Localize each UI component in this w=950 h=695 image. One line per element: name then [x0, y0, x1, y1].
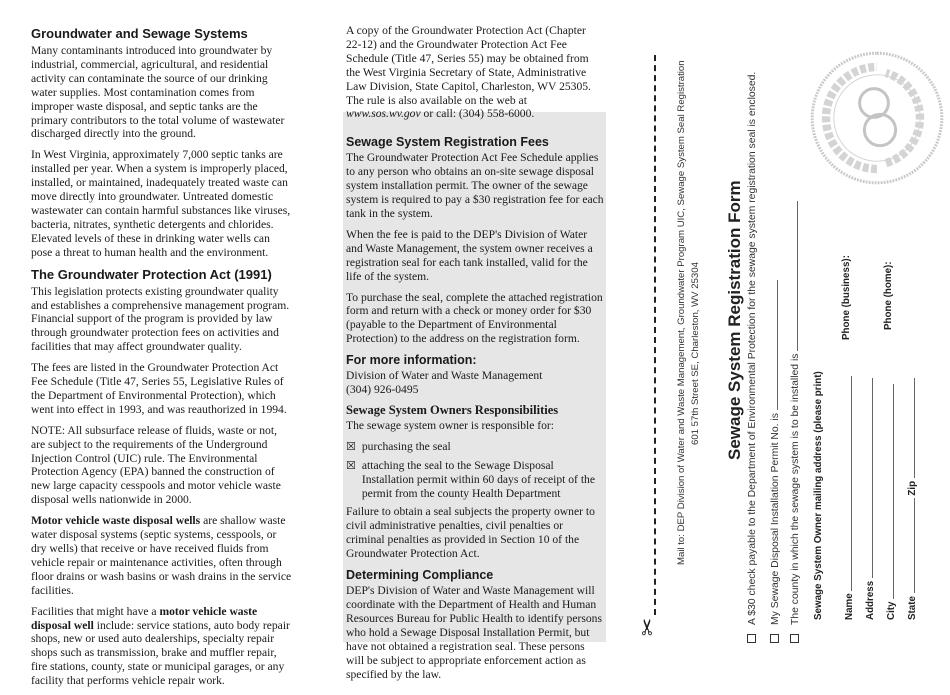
city-label: City [886, 601, 897, 620]
heading-more-info: For more information: [346, 353, 477, 368]
heading-compliance: Determining Compliance [346, 568, 494, 583]
state-field[interactable] [904, 498, 915, 593]
middle-column [346, 24, 604, 688]
county-field[interactable] [787, 201, 798, 351]
registration-form [668, 5, 948, 665]
heading-groundwater-sewage: Groundwater and Sewage Systems [31, 26, 248, 41]
bold-term: Motor vehicle waste disposal wells [31, 514, 201, 528]
address-field[interactable] [862, 378, 873, 578]
heading-protection-act: The Groundwater Protection Act (1991) [31, 266, 272, 282]
paragraph: To purchase the seal, complete the attached registration form and return with a check or money order for $30 (payable to the Department of Environmental Protection) to the address on the registration form. [346, 290, 603, 346]
info-division: Division of Water and Waste Management [346, 369, 543, 383]
name-label: Name [844, 593, 855, 620]
zip-field[interactable] [904, 378, 915, 478]
paragraph: When the fee is paid to the DEP's Division of Water and Waste Management, the system owner receives a registration seal for each tank installed, valid for the life of the system. [346, 227, 593, 283]
heading-responsibilities: Sewage System Owners Responsibilities [346, 402, 559, 417]
text: or call: (304) 558-6000. [420, 107, 535, 121]
text: A $30 check payable to the Department of Environmental Protection for the sewage system registration seal is enclosed. [747, 71, 758, 625]
paragraph: DEP's Division of Water and Waste Management will coordinate with the Department of Health and Human Resources Bureau for Public Health to identify persons who hold a Sewage Disposal Installation Permit, but have not obtained a registration seal. These persons will be subject to appropriate enforcement action as specified by the law. [346, 584, 602, 681]
paragraph: In West Virginia, approximately 7,000 septic tanks are installed per year. When a system is improperly placed, installed, or maintained, inadequately treated waste can move directly into groundwater. Untreated domestic wastewater can contain harmful substances like viruses, bacteria, nitrates, synthetic detergents and chlorides. Elevated levels of these in drinking water wells can pose a threat to human health and the environment. [31, 148, 291, 259]
text: Facilities that might have a [31, 604, 160, 618]
form-title: Sewage System Registration Form [725, 180, 744, 460]
responsibility-item [346, 440, 604, 454]
paragraph: NOTE: All subsurface release of fluids, waste or not, are subject to the requirements of the Underground Injection Control (UIC) rule. The Environmental Protection Agency (EPA) banned the construction of new large capacity cesspools and motor vehicle waste disposal wells nationwide in 2000. [31, 423, 281, 507]
text: are shallow waste water disposal systems (septic systems, cesspools, or dry wells) that receive or have received fluids from vehicle repair or maintenance activities, often through floor drains or wash basins or wash drains in the service facilities. [31, 514, 292, 597]
name-field[interactable] [841, 376, 852, 591]
scissors-icon: ✂ [636, 617, 662, 637]
name-row [841, 376, 855, 620]
text: include: service stations, auto body repair shops, new or used auto dealerships, specialty repair shops such as transmission, brake and muffler repair, fire stations, county, state or municipal garages, or any facility that performs vehicle repair work. [31, 618, 290, 688]
address-row [862, 378, 876, 620]
text: My Sewage Disposal Installation Permit No. is [770, 413, 781, 625]
checkbox[interactable] [790, 634, 799, 643]
check-payment[interactable] [747, 72, 758, 643]
state-row [904, 378, 918, 620]
paragraph: The Groundwater Protection Act Fee Schedule applies to any person who obtains an on-site sewage disposal system installation permit. The owner of the sewage system is required to pay a $30 registration fee for each tank in the system. [346, 151, 604, 220]
paragraph [31, 605, 293, 688]
paragraph [346, 24, 604, 121]
bold-term: motor vehicle waste disposal well [31, 604, 258, 632]
info-phone: (304) 926-0495 [346, 383, 419, 397]
checked-box-icon: ☒ [346, 439, 356, 453]
checkbox[interactable] [747, 634, 756, 643]
checkbox[interactable] [770, 634, 779, 643]
mail-to-address: Mail to: DEP Division of Water and Waste Management, Groundwater Program UIC, Sewage System Seal Registration [676, 60, 687, 565]
left-column [31, 26, 293, 695]
paragraph: Many contaminants introduced into groundwater by industrial, commercial, agricultural, and residential activity can contaminate the source of our drinking water supplies. Most contamination comes from improper waste disposal, and septic tanks are the primary contributors to the total volume of wastewater discharged directly into the ground. [31, 44, 285, 141]
city-field[interactable] [883, 384, 894, 599]
septic-tank-seal-logo [808, 49, 946, 187]
state-label: State [907, 596, 918, 620]
heading-fees: Sewage System Registration Fees [346, 135, 549, 150]
owner-address-label: Sewage System Owner mailing address (please print) [813, 371, 824, 620]
text: The county in which the sewage system is to be installed is [790, 353, 801, 625]
text: attaching the seal to the Sewage Disposal Installation permit within 60 days of receipt of the permit from the county Health Department [361, 458, 595, 500]
permit-number-field[interactable] [767, 280, 778, 410]
text: A copy of the Groundwater Protection Act (Chapter 22-12) and the Groundwater Protection Act Fee Schedule (Title 47, Series 55) may be obtained from the West Virginia Secretary of State, Administrative Law Division, State Capitol, Charleston, WV 25305. The rule is also available on the web at [346, 24, 591, 107]
website-link[interactable]: www.sos.wv.gov [346, 107, 421, 121]
city-row [883, 384, 897, 620]
paragraph: The fees are listed in the Groundwater Protection Act Fee Schedule (Title 47, Series 55, Legislative Rules of the Department of Environmental Protection), which went into effect in 1993, and was reauthorized in 1994. [31, 361, 287, 416]
cut-line [654, 55, 656, 615]
paragraph: This legislation protects existing groundwater quality and establishes a comprehensive management program. Financial support of the program is provided by law through groundwater protection fees on activities and facilities that may affect groundwater quality. [31, 284, 290, 354]
mail-to-street: 601 57th Street SE, Charleston, WV 25304 [690, 262, 701, 445]
paragraph: The sewage system owner is responsible for: [346, 418, 554, 432]
text: purchasing the seal [361, 439, 451, 453]
check-county[interactable] [787, 201, 801, 643]
zip-label: Zip [907, 480, 918, 496]
phone-business-label: Phone (business): [841, 255, 852, 340]
address-label: Address [865, 580, 876, 620]
paragraph: Failure to obtain a seal subjects the property owner to civil administrative penalties, civil penalties or criminal penalties as provided in Section 10 of the Groundwater Protection Act. [346, 505, 595, 561]
checked-box-icon: ☒ [346, 458, 356, 472]
check-permit[interactable] [767, 280, 781, 643]
phone-home-label: Phone (home): [883, 261, 894, 330]
responsibility-item [346, 459, 604, 501]
paragraph [31, 514, 293, 597]
